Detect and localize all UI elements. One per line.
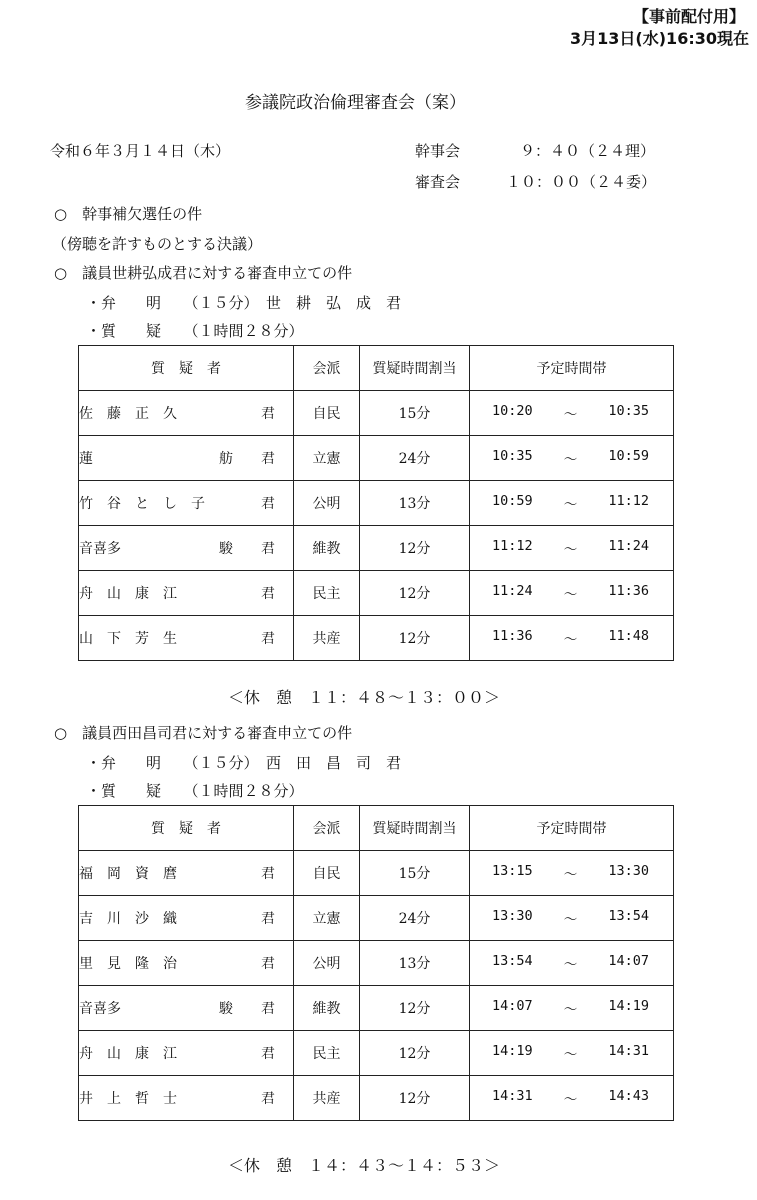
minutes-cell: 15分 (360, 391, 470, 436)
start-time: 14:07 (492, 998, 533, 1014)
honorific: 舫 君 (219, 451, 275, 467)
minutes-cell: 13分 (360, 481, 470, 526)
item-executive-selection: ○ 幹事補欠選任の件 (54, 205, 203, 223)
start-time: 10:35 (492, 448, 533, 464)
questioner-table-2 (78, 805, 674, 1121)
tilde: ～ (563, 632, 578, 648)
meeting-date: 令和６年３月１４日（木） (50, 142, 231, 160)
party-cell: 民主 (294, 571, 360, 616)
table-header-row (79, 806, 674, 851)
questioner-name-cell (79, 571, 294, 616)
slot-cell (470, 896, 674, 941)
questioner-name-cell (79, 391, 294, 436)
end-time: 11:36 (608, 583, 649, 599)
honorific: 駿 君 (219, 541, 275, 557)
honorific: 君 (261, 1091, 275, 1107)
case1-statement: ・弁 明 （１５分） 世 耕 弘 成 君 (86, 294, 402, 312)
end-time: 14:31 (608, 1043, 649, 1059)
tilde: ～ (563, 407, 578, 423)
table-row (79, 941, 674, 986)
party-cell: 自民 (294, 851, 360, 896)
document-title: 参議院政治倫理審査会（案） (245, 93, 466, 113)
questioner-name: 佐 藤 正 久 (79, 406, 177, 422)
party-cell: 維教 (294, 526, 360, 571)
questioner-name-cell (79, 941, 294, 986)
questioner-name: 井 上 哲 士 (79, 1091, 177, 1107)
break-2: ＜休 憩 １４：４３～１４：５３＞ (228, 1156, 501, 1175)
slot-cell (470, 481, 674, 526)
table-row (79, 1031, 674, 1076)
schedule-committee-time: １０：００（２４委） (506, 173, 657, 191)
questioner-name: 音喜多 (79, 1001, 121, 1017)
honorific: 君 (261, 496, 275, 512)
minutes-cell: 13分 (360, 941, 470, 986)
case2-heading: ○ 議員西田昌司君に対する審査申立ての件 (54, 724, 353, 742)
table-header-row (79, 346, 674, 391)
end-time: 13:54 (608, 908, 649, 924)
honorific: 君 (261, 956, 275, 972)
questioner-name-cell (79, 481, 294, 526)
start-time: 14:31 (492, 1088, 533, 1104)
party-cell: 立憲 (294, 436, 360, 481)
tilde: ～ (563, 497, 578, 513)
item-note-observation: （傍聴を許すものとする決議） (52, 235, 263, 253)
minutes-cell: 12分 (360, 571, 470, 616)
slot-cell (470, 851, 674, 896)
schedule-committee-name: 審査会 (415, 173, 461, 191)
slot-cell (470, 986, 674, 1031)
case1-heading: ○ 議員世耕弘成君に対する審査申立ての件 (54, 264, 353, 282)
questioner-name: 里 見 隆 治 (79, 956, 177, 972)
end-time: 11:48 (608, 628, 649, 644)
table-row (79, 986, 674, 1031)
questioner-name-cell (79, 616, 294, 661)
tilde: ～ (563, 542, 578, 558)
tilde: ～ (563, 1092, 578, 1108)
table-row (79, 851, 674, 896)
end-time: 13:30 (608, 863, 649, 879)
honorific: 君 (261, 866, 275, 882)
case2-statement: ・弁 明 （１５分） 西 田 昌 司 君 (86, 754, 402, 772)
party-cell: 共産 (294, 616, 360, 661)
questioner-name: 舟 山 康 江 (79, 1046, 177, 1062)
minutes-cell: 12分 (360, 1031, 470, 1076)
end-time: 10:59 (608, 448, 649, 464)
party-cell: 立憲 (294, 896, 360, 941)
slot-cell (470, 526, 674, 571)
honorific: 君 (261, 1046, 275, 1062)
header-questioner: 質 疑 者 (79, 806, 294, 851)
questioner-name: 舟 山 康 江 (79, 586, 177, 602)
start-time: 11:24 (492, 583, 533, 599)
minutes-cell: 12分 (360, 986, 470, 1031)
header-allotted: 質疑時間割当 (360, 346, 470, 391)
header-party: 会派 (294, 346, 360, 391)
questioner-name-cell (79, 1031, 294, 1076)
end-time: 10:35 (608, 403, 649, 419)
questioner-name-cell (79, 896, 294, 941)
minutes-cell: 15分 (360, 851, 470, 896)
slot-cell (470, 1031, 674, 1076)
minutes-cell: 24分 (360, 896, 470, 941)
minutes-cell: 12分 (360, 1076, 470, 1121)
break-1: ＜休 憩 １１：４８～１３：００＞ (228, 688, 501, 707)
table-row (79, 616, 674, 661)
schedule-executive-time: ９：４０（２４理） (520, 142, 656, 160)
start-time: 14:19 (492, 1043, 533, 1059)
start-time: 13:54 (492, 953, 533, 969)
table-row (79, 1076, 674, 1121)
tilde: ～ (563, 1002, 578, 1018)
schedule-executive-name: 幹事会 (415, 142, 461, 160)
party-cell: 公明 (294, 941, 360, 986)
questioner-name: 吉 川 沙 織 (79, 911, 177, 927)
minutes-cell: 24分 (360, 436, 470, 481)
minutes-cell: 12分 (360, 526, 470, 571)
questioner-name: 蓮 (79, 451, 93, 467)
tilde: ～ (563, 912, 578, 928)
questioner-name-cell (79, 436, 294, 481)
tilde: ～ (563, 957, 578, 973)
header-allotted: 質疑時間割当 (360, 806, 470, 851)
party-cell: 維教 (294, 986, 360, 1031)
tilde: ～ (563, 452, 578, 468)
case1-questions: ・質 疑 （１時間２８分） (86, 322, 304, 340)
slot-cell (470, 616, 674, 661)
slot-cell (470, 1076, 674, 1121)
header-slot: 予定時間帯 (470, 346, 674, 391)
start-time: 13:30 (492, 908, 533, 924)
tilde: ～ (563, 867, 578, 883)
case2-questions: ・質 疑 （１時間２８分） (86, 782, 304, 800)
questioner-name: 音喜多 (79, 541, 121, 557)
questioner-name: 福 岡 資 麿 (79, 866, 177, 882)
questioner-name-cell (79, 986, 294, 1031)
honorific: 駿 君 (219, 1001, 275, 1017)
party-cell: 民主 (294, 1031, 360, 1076)
party-cell: 共産 (294, 1076, 360, 1121)
minutes-cell: 12分 (360, 616, 470, 661)
table-row (79, 526, 674, 571)
table-row (79, 896, 674, 941)
start-time: 10:59 (492, 493, 533, 509)
tilde: ～ (563, 1047, 578, 1063)
slot-cell (470, 391, 674, 436)
slot-cell (470, 571, 674, 616)
table-row (79, 436, 674, 481)
header-questioner: 質 疑 者 (79, 346, 294, 391)
questioner-name: 竹 谷 と し 子 (79, 496, 205, 512)
questioner-name: 山 下 芳 生 (79, 631, 177, 647)
party-cell: 公明 (294, 481, 360, 526)
table-row (79, 571, 674, 616)
party-cell: 自民 (294, 391, 360, 436)
questioner-name-cell (79, 526, 294, 571)
end-time: 14:19 (608, 998, 649, 1014)
table-row (79, 391, 674, 436)
header-slot: 予定時間帯 (470, 806, 674, 851)
slot-cell (470, 436, 674, 481)
honorific: 君 (261, 406, 275, 422)
end-time: 11:12 (608, 493, 649, 509)
distribution-label: 【事前配付用】 (632, 7, 745, 26)
honorific: 君 (261, 586, 275, 602)
table-row (79, 481, 674, 526)
start-time: 11:12 (492, 538, 533, 554)
start-time: 10:20 (492, 403, 533, 419)
slot-cell (470, 941, 674, 986)
questioner-name-cell (79, 1076, 294, 1121)
status-timestamp: 3月13日(水)16:30現在 (570, 29, 749, 48)
end-time: 14:43 (608, 1088, 649, 1104)
questioner-table-1 (78, 345, 674, 661)
end-time: 14:07 (608, 953, 649, 969)
start-time: 11:36 (492, 628, 533, 644)
honorific: 君 (261, 911, 275, 927)
start-time: 13:15 (492, 863, 533, 879)
tilde: ～ (563, 587, 578, 603)
questioner-name-cell (79, 851, 294, 896)
end-time: 11:24 (608, 538, 649, 554)
honorific: 君 (261, 631, 275, 647)
header-party: 会派 (294, 806, 360, 851)
